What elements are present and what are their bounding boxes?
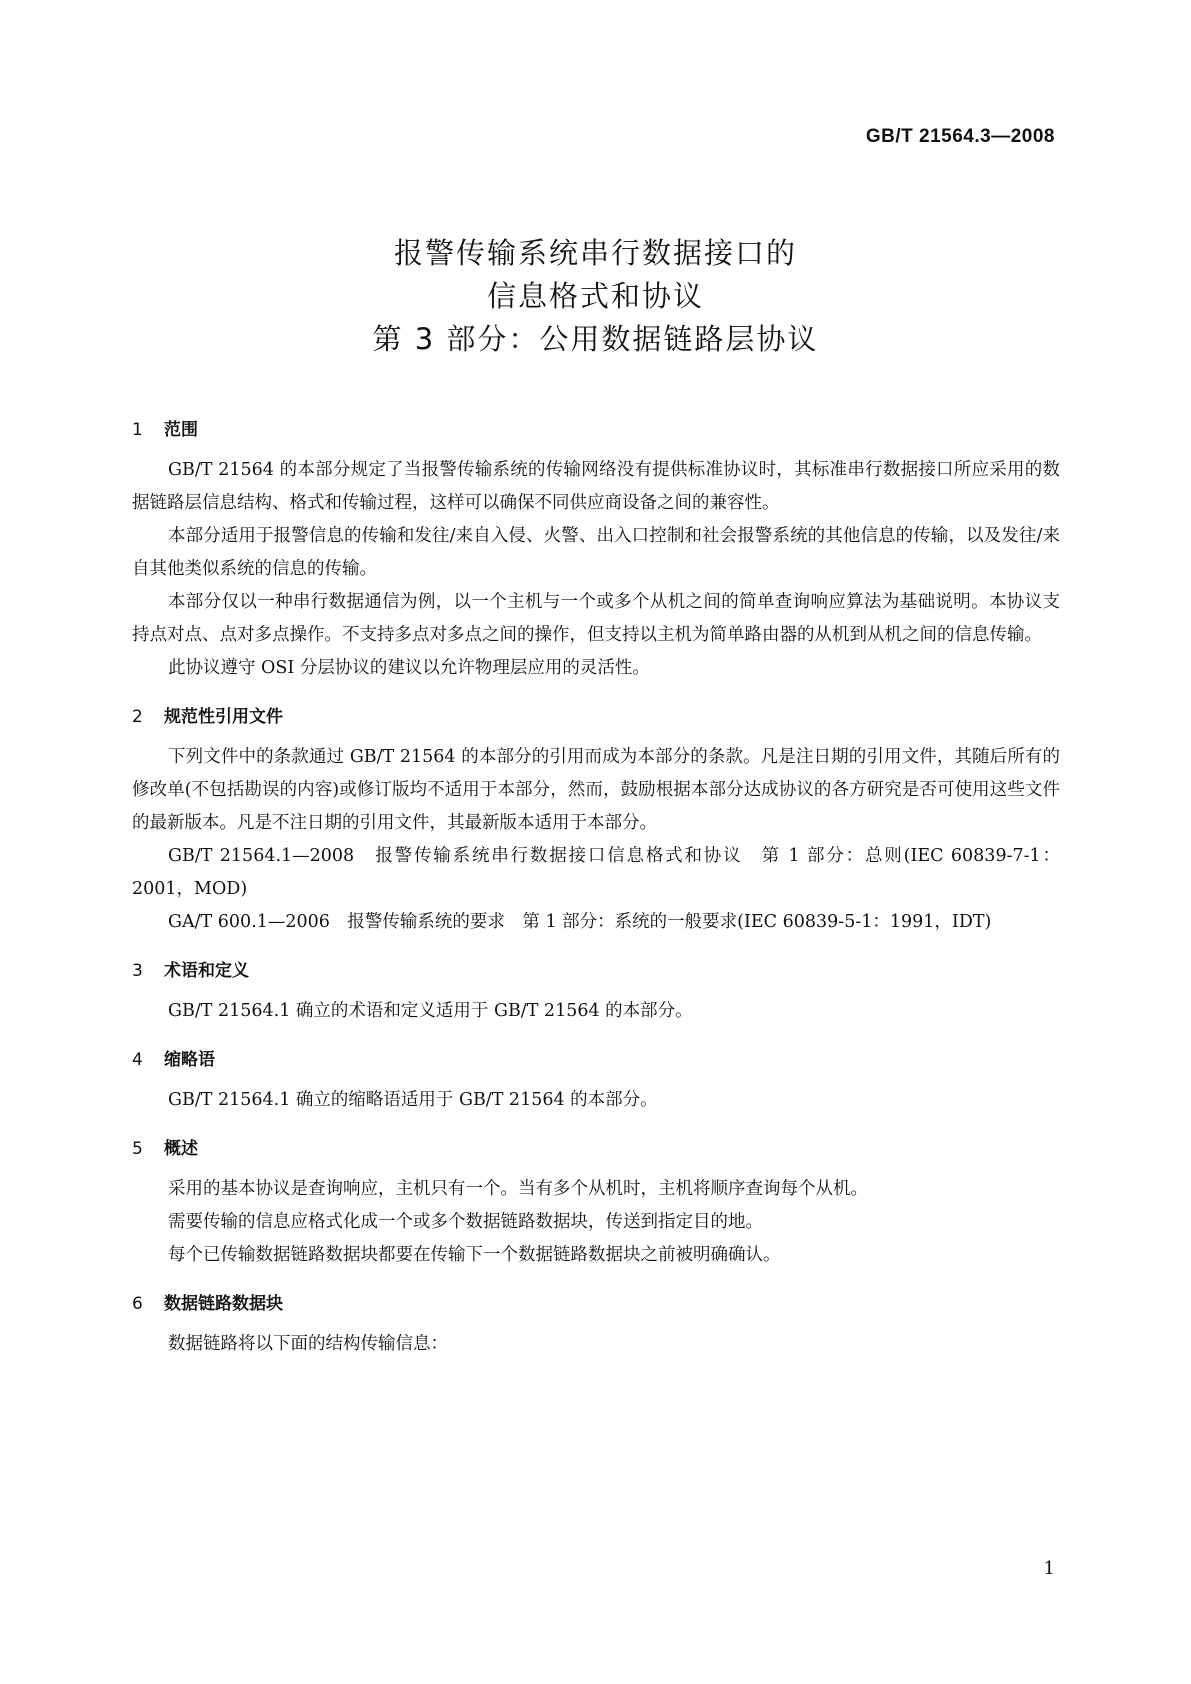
standard-code: GB/T 21564.3—2008 [865, 126, 1055, 147]
reference-item: GB/T 21564.1—2008 报警传输系统串行数据接口信息格式和协议 第 1 部分：总则(IEC 60839-7-1：2001，MOD) [132, 846, 1060, 899]
section-number: 2 [132, 707, 143, 727]
paragraph: GB/T 21564 的本部分规定了当报警传输系统的传输网络没有提供标准协议时，其标准串行数据接口所应采用的数据链路层信息结构、格式和传输过程，这样可以确保不同供应商设备之间的兼容性。 [132, 460, 1060, 513]
section-scope [132, 416, 1060, 685]
section-normative-references [132, 703, 1060, 939]
title-line-2: 信息格式和协议 [486, 279, 704, 313]
section-title: 范围 [164, 420, 198, 440]
section-heading [132, 1046, 1060, 1074]
section-heading [132, 416, 1060, 444]
section-heading [132, 957, 1060, 985]
section-heading [132, 1135, 1060, 1163]
page-number: 1 [1043, 1558, 1055, 1579]
paragraph: 本部分适用于报警信息的传输和发往/来自入侵、火警、出入口控制和社会报警系统的其他信息的传输，以及发往/来自其他类似系统的信息的传输。 [132, 526, 1060, 579]
section-title: 术语和定义 [164, 961, 249, 981]
section-title: 数据链路数据块 [164, 1294, 283, 1314]
document-body [132, 410, 1060, 1361]
section-data-link-block [132, 1290, 1060, 1361]
paragraph: 需要传输的信息应格式化成一个或多个数据链路数据块，传送到指定目的地。 [168, 1212, 763, 1232]
section-number: 6 [132, 1294, 143, 1314]
section-heading [132, 1290, 1060, 1318]
section-abbreviations [132, 1046, 1060, 1117]
section-number: 3 [132, 961, 143, 981]
section-heading [132, 703, 1060, 731]
paragraph: 下列文件中的条款通过 GB/T 21564 的本部分的引用而成为本部分的条款。凡是注日期的引用文件，其随后所有的修改单(不包括勘误的内容)或修订版均不适用于本部分，然而，鼓励根据本部分达成协议的各方研究是否可使用这些文件的最新版本。凡是不注日期的引用文件，其最新版本适用于本部分。 [132, 747, 1060, 833]
paragraph: 数据链路将以下面的结构传输信息： [168, 1334, 448, 1354]
section-title: 缩略语 [164, 1050, 215, 1070]
document-title [0, 232, 1191, 361]
paragraph: 本部分仅以一种串行数据通信为例，以一个主机与一个或多个从机之间的简单查询响应算法为基础说明。本协议支持点对点、点对多点操作。不支持多点对多点之间的操作，但支持以主机为简单路由器的从机到从机之间的信息传输。 [132, 592, 1060, 645]
paragraph: 此协议遵守 OSI 分层协议的建议以允许物理层应用的灵活性。 [168, 658, 650, 678]
section-number: 4 [132, 1050, 143, 1070]
paragraph: 采用的基本协议是查询响应，主机只有一个。当有多个从机时，主机将顺序查询每个从机。 [168, 1179, 868, 1199]
section-title: 概述 [164, 1139, 198, 1159]
reference-item: GA/T 600.1—2006 报警传输系统的要求 第 1 部分：系统的一般要求(IEC 60839-5-1：1991，IDT) [168, 912, 992, 932]
section-overview [132, 1135, 1060, 1272]
section-title: 规范性引用文件 [164, 707, 283, 727]
section-number: 1 [132, 420, 143, 440]
paragraph: GB/T 21564.1 确立的术语和定义适用于 GB/T 21564 的本部分。 [168, 1001, 693, 1021]
title-line-1: 报警传输系统串行数据接口的 [393, 236, 797, 270]
paragraph: GB/T 21564.1 确立的缩略语适用于 GB/T 21564 的本部分。 [168, 1090, 658, 1110]
paragraph: 每个已传输数据链路数据块都要在传输下一个数据链路数据块之前被明确确认。 [168, 1245, 781, 1265]
section-terms-definitions [132, 957, 1060, 1028]
section-number: 5 [132, 1139, 143, 1159]
title-line-3: 第 3 部分：公用数据链路层协议 [372, 322, 819, 356]
